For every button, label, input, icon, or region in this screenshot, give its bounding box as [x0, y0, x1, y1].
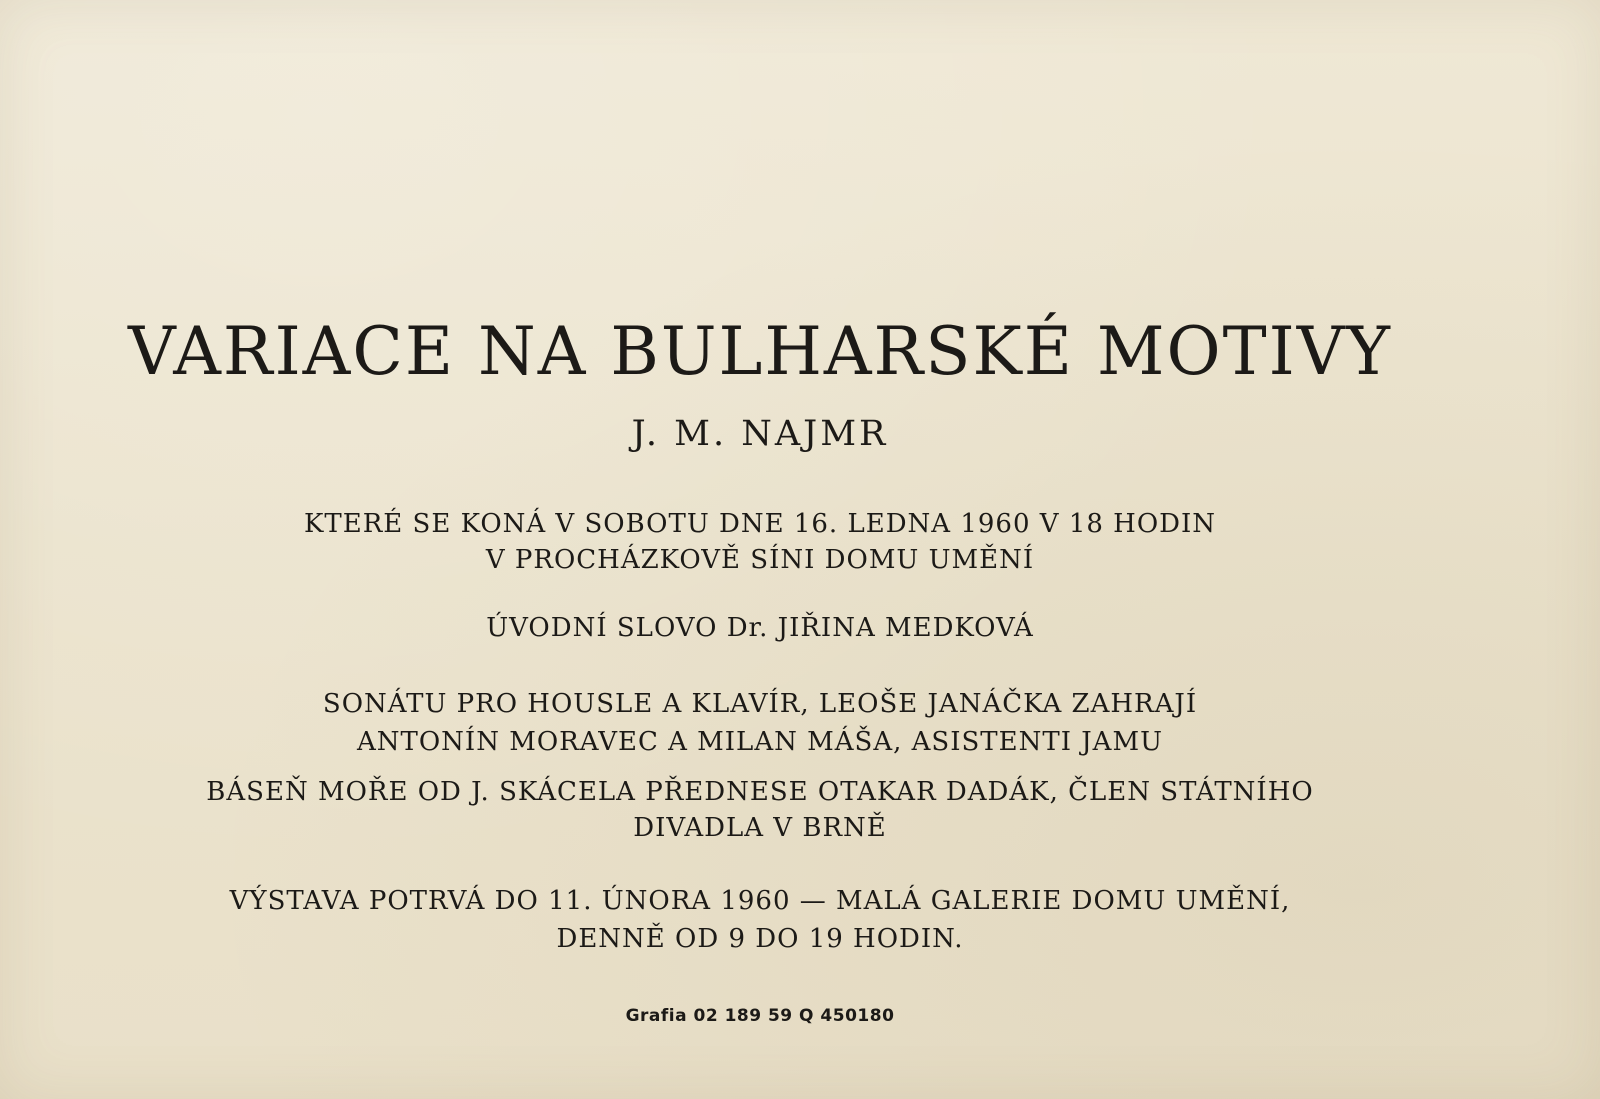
author-name: J. M. NAJMR [631, 414, 889, 454]
printer-imprint: Grafia 02 189 59 Q 450180 [625, 1006, 895, 1026]
event-date-line: KTERÉ SE KONÁ V SOBOTU DNE 16. LEDNA 1960 V 18 HODIN [303, 509, 1217, 539]
poem-recital-line-1: BÁSEŇ MOŘE OD J. SKÁCELA PŘEDNESE OTAKAR DADÁK, ČLEN STÁTNÍHO [206, 777, 1314, 807]
opening-speech-line: ÚVODNÍ SLOVO Dr. JIŘINA MEDKOVÁ [486, 613, 1034, 643]
music-program-line-2: ANTONÍN MORAVEC A MILAN MÁŠA, ASISTENTI JAMU [357, 727, 1163, 757]
exhibition-duration-line: VÝSTAVA POTRVÁ DO 11. ÚNORA 1960 — MALÁ GALERIE DOMU UMĚNÍ, [229, 886, 1291, 916]
invitation-title: VARIACE NA BULHARSKÉ MOTIVY [128, 313, 1392, 390]
exhibition-hours-line: DENNĚ OD 9 DO 19 HODIN. [556, 924, 964, 954]
music-program-line-1: SONÁTU PRO HOUSLE A KLAVÍR, LEOŠE JANÁČKA ZAHRAJÍ [322, 689, 1198, 719]
event-venue-line: V PROCHÁZKOVĚ SÍNI DOMU UMĚNÍ [485, 545, 1035, 575]
poem-recital-line-2: DIVADLA V BRNĚ [633, 813, 887, 843]
